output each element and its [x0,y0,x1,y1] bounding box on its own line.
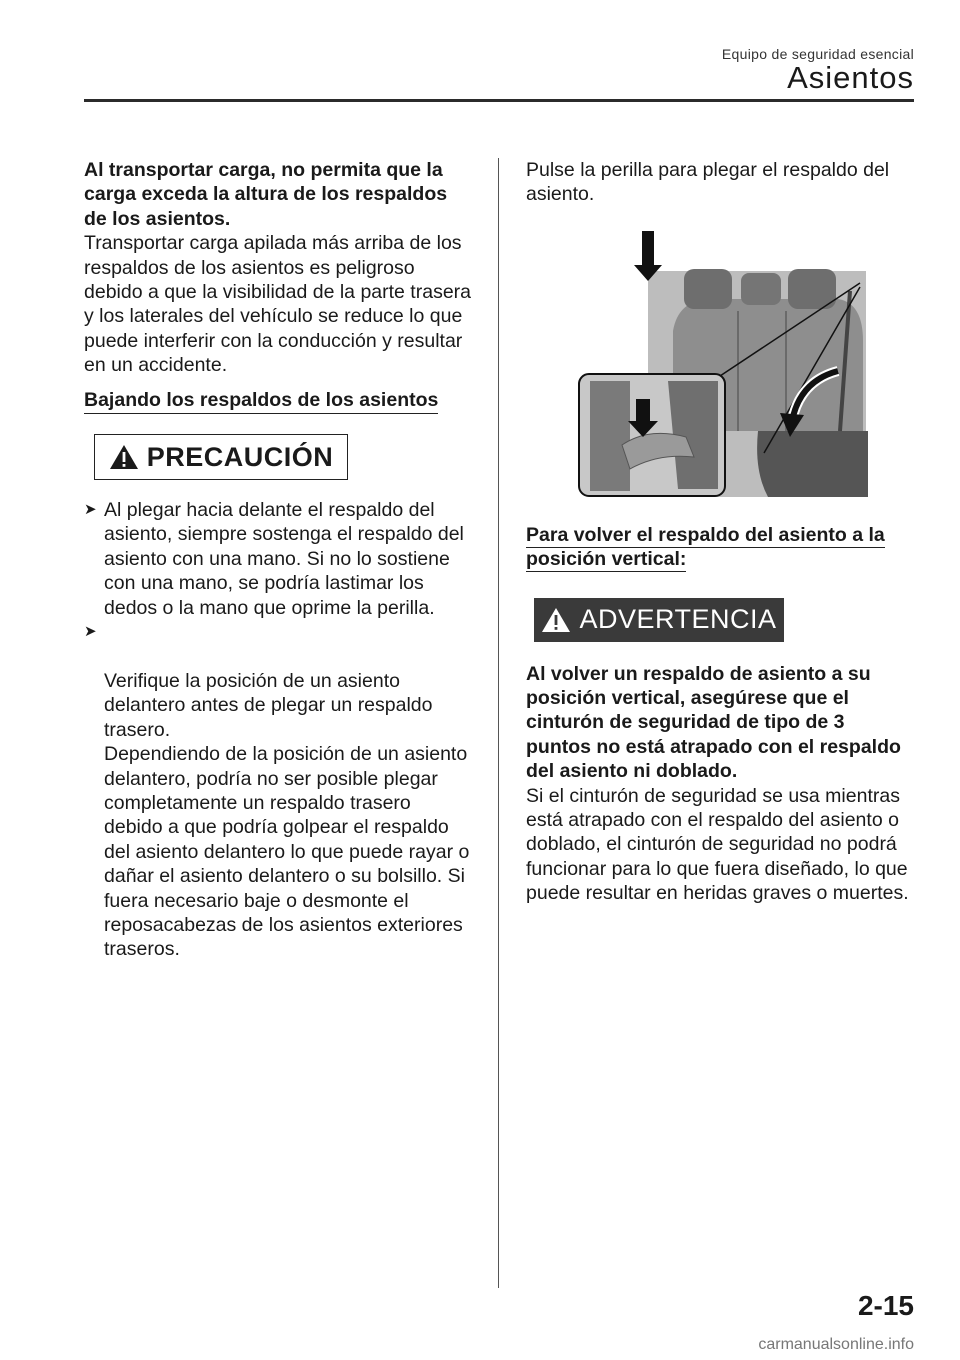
page-title: Asientos [787,60,914,95]
seatbelt-warning-bold: Al volver un respaldo de asiento a su posición vertical, asegúrese que el cinturón de seguridad de tipo de 3 puntos no está atrapado con el respaldo del asiento ni doblado. [526,662,901,783]
arrow-bullet-icon: ➤ [84,501,97,519]
warning-triangle-icon [541,607,571,633]
seatbelt-warning-text: Si el cinturón de seguridad se usa mientras está atrapado con el respaldo del asiento o doblado, el cinturón de seguridad no podrá funcionar para lo que fuera diseñado, lo que puede resultar en heridas graves o muertes. [526,784,909,905]
section-heading-block [84,388,472,412]
header-rule [84,99,914,102]
warning-banner [534,598,784,642]
caution-bullet-list [84,498,472,962]
section-heading-block [526,523,914,572]
arrow-bullet-icon: ➤ [84,623,97,641]
caution-bullet-text: Al plegar hacia delante el respaldo del asiento, siempre sostenga el respaldo del asiento con una mano. Si no lo sostiene con una mano, se podría lastimar los dedos o la mano que oprime la perilla. [104,499,464,619]
section-heading-lowering-seatbacks: Bajando los respaldos de los asientos [84,389,438,414]
list-item [84,498,472,620]
caution-banner [94,434,348,480]
column-divider [498,158,499,1288]
fold-instruction-text: Pulse la perilla para plegar el respaldo del asiento. [526,159,890,206]
cargo-warning-text: Transportar carga apilada más arriba de los respaldos de los asientos es peligroso debido a que la visibilidad de la parte trasera y los laterales del vehículo se reduce lo que puede interferir con la conducción y resultar en un accidente. [84,232,472,377]
section-heading-return-vertical: Para volver el respaldo del asiento a la posición vertical: [526,523,885,571]
caution-label: PRECAUCIÓN [146,441,334,472]
warning-triangle-icon [109,444,139,470]
right-column [526,158,914,906]
watermark: carmanualsonline.info [758,1336,914,1353]
list-item [84,620,472,962]
page-number: 2-15 [857,1290,914,1321]
cargo-warning-bold: Al transportar carga, no permita que la carga exceda la altura de los respaldos de los asientos. [84,159,448,230]
rear-seat-illustration [578,231,868,497]
warning-label: ADVERTENCIA [579,604,777,635]
header-section-label: Equipo de seguridad esencial [721,46,914,62]
left-column [84,158,472,962]
caution-bullet-text: Verifique la posición de un asiento delantero antes de plegar un respaldo trasero. Dependiendo de la posición de un asiento delantero, podría no ser posible plegar completamente un respaldo trasero debido a que podría golpear el respaldo del asiento delantero lo que puede rayar o dañar el asiento delantero o su bolsillo. Si fuera necesario baje o desmonte el reposacabezas de los asientos exteriores traseros. [104,669,470,961]
